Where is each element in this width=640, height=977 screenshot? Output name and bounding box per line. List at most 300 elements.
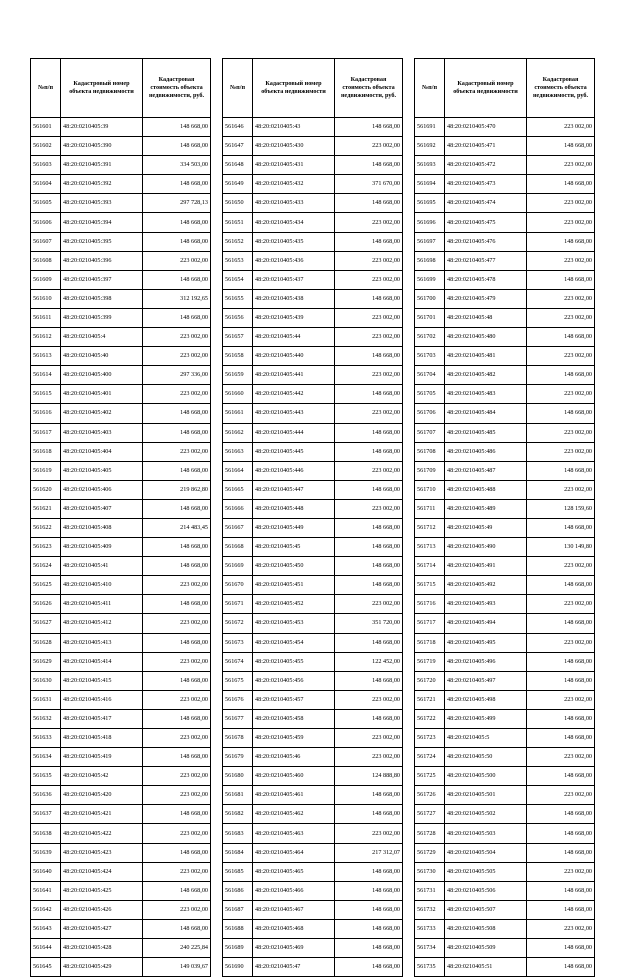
table-row [31,194,211,213]
row-number: 561608 [31,251,61,270]
header-cadastral-value: Кадастровая стоимость объекта недвижимости, руб. [143,59,211,118]
table-row [31,347,211,366]
cadastral-number: 48:20:0210405:468 [253,919,335,938]
cadastral-number: 48:20:0210405:495 [445,633,527,652]
cadastral-number: 48:20:0210405:405 [61,461,143,480]
row-number: 561655 [223,289,253,308]
cadastral-value: 148 668,00 [143,499,211,518]
cadastral-value: 148 668,00 [335,557,403,576]
table-row [223,175,403,194]
table-row [223,919,403,938]
cadastral-number: 48:20:0210405:481 [445,347,527,366]
cadastral-number: 48:20:0210405:421 [61,805,143,824]
table-row [31,919,211,938]
cadastral-value: 148 668,00 [143,709,211,728]
row-number: 561695 [415,194,445,213]
table-row [31,690,211,709]
table-row [415,786,595,805]
cadastral-number: 48:20:0210405:464 [253,843,335,862]
cadastral-value: 223 002,00 [527,213,595,232]
table-row [31,576,211,595]
row-number: 561692 [415,137,445,156]
cadastral-number: 48:20:0210405:394 [61,213,143,232]
cadastral-value: 148 668,00 [335,442,403,461]
row-number: 561629 [31,652,61,671]
cadastral-value: 148 668,00 [527,232,595,251]
cadastral-number: 48:20:0210405:491 [445,557,527,576]
cadastral-value: 148 668,00 [143,557,211,576]
cadastral-number: 48:20:0210405:497 [445,671,527,690]
table-row [31,595,211,614]
cadastral-number: 48:20:0210405:402 [61,404,143,423]
table-row [415,862,595,881]
cadastral-number: 48:20:0210405:470 [445,118,527,137]
cadastral-value: 223 002,00 [527,118,595,137]
table-row [31,461,211,480]
table-row [415,289,595,308]
table-row [415,576,595,595]
cadastral-value: 223 002,00 [527,557,595,576]
cadastral-value: 219 862,80 [143,480,211,499]
cadastral-number: 48:20:0210405:395 [61,232,143,251]
row-number: 561668 [223,538,253,557]
table-row [415,213,595,232]
cadastral-number: 48:20:0210405:390 [61,137,143,156]
row-number: 561675 [223,671,253,690]
cadastral-number: 48:20:0210405:401 [61,385,143,404]
cadastral-number: 48:20:0210405:404 [61,442,143,461]
table-row [415,595,595,614]
cadastral-value: 148 668,00 [143,137,211,156]
cadastral-value: 223 002,00 [335,748,403,767]
row-number: 561637 [31,805,61,824]
row-number: 561718 [415,633,445,652]
header-number: №п/п [223,59,253,118]
cadastral-number: 48:20:0210405:43 [253,118,335,137]
cadastral-value: 148 668,00 [143,671,211,690]
cadastral-value: 223 002,00 [527,194,595,213]
row-number: 561694 [415,175,445,194]
row-number: 561612 [31,328,61,347]
table-row [415,518,595,537]
table-row [223,557,403,576]
cadastral-value: 148 668,00 [527,270,595,289]
table-row [223,786,403,805]
cadastral-number: 48:20:0210405:403 [61,423,143,442]
table-row [31,958,211,977]
table-row [415,347,595,366]
row-number: 561621 [31,499,61,518]
row-number: 561631 [31,690,61,709]
row-number: 561731 [415,881,445,900]
cadastral-value: 148 668,00 [335,518,403,537]
cadastral-value: 148 668,00 [527,652,595,671]
cadastral-value: 148 668,00 [527,767,595,786]
row-number: 561708 [415,442,445,461]
row-number: 561620 [31,480,61,499]
table-row [223,137,403,156]
table-row [415,385,595,404]
cadastral-value: 223 002,00 [527,862,595,881]
header-cadastral-number: Кадастровый номер объекта недвижимости [253,59,335,118]
row-number: 561703 [415,347,445,366]
cadastral-value: 223 002,00 [143,385,211,404]
table-row [31,118,211,137]
table-row [415,538,595,557]
row-number: 561735 [415,958,445,977]
cadastral-number: 48:20:0210405:454 [253,633,335,652]
cadastral-number: 48:20:0210405:429 [61,958,143,977]
table-row [415,824,595,843]
row-number: 561680 [223,767,253,786]
cadastral-number: 48:20:0210405:505 [445,862,527,881]
cadastral-number: 48:20:0210405:457 [253,690,335,709]
cadastral-value: 148 668,00 [335,958,403,977]
row-number: 561676 [223,690,253,709]
cadastral-value: 223 002,00 [527,347,595,366]
table-row [223,118,403,137]
table-row [223,289,403,308]
header-number: №п/п [31,59,61,118]
row-number: 561613 [31,347,61,366]
table-row [223,385,403,404]
cadastral-value: 223 002,00 [527,786,595,805]
cadastral-value: 148 668,00 [527,900,595,919]
table-row [31,423,211,442]
table-row [415,767,595,786]
row-number: 561712 [415,518,445,537]
row-number: 561601 [31,118,61,137]
cadastral-number: 48:20:0210405:492 [445,576,527,595]
cadastral-value: 130 149,80 [527,538,595,557]
cadastral-number: 48:20:0210405:392 [61,175,143,194]
cadastral-value: 223 002,00 [335,251,403,270]
table-header-row [223,59,403,118]
table-row [223,958,403,977]
cadastral-value: 240 225,84 [143,939,211,958]
cadastral-number: 48:20:0210405:488 [445,480,527,499]
cadastral-number: 48:20:0210405:496 [445,652,527,671]
row-number: 561643 [31,919,61,938]
row-number: 561619 [31,461,61,480]
cadastral-number: 48:20:0210405:39 [61,118,143,137]
row-number: 561730 [415,862,445,881]
cadastral-number: 48:20:0210405:413 [61,633,143,652]
row-number: 561652 [223,232,253,251]
cadastral-number: 48:20:0210405:396 [61,251,143,270]
cadastral-number: 48:20:0210405:425 [61,881,143,900]
cadastral-value: 223 002,00 [335,366,403,385]
row-number: 561709 [415,461,445,480]
cadastral-number: 48:20:0210405:509 [445,939,527,958]
cadastral-value: 223 002,00 [527,423,595,442]
row-number: 561678 [223,729,253,748]
cadastral-number: 48:20:0210405:391 [61,156,143,175]
table-row [415,557,595,576]
row-number: 561603 [31,156,61,175]
cadastral-number: 48:20:0210405:436 [253,251,335,270]
row-number: 561667 [223,518,253,537]
table-row [415,194,595,213]
table-row [415,308,595,327]
cadastral-value: 148 668,00 [143,213,211,232]
cadastral-value: 148 668,00 [335,900,403,919]
cadastral-value: 148 668,00 [335,232,403,251]
cadastral-number: 48:20:0210405:469 [253,939,335,958]
cadastral-value: 148 668,00 [335,289,403,308]
table-row [415,843,595,862]
row-number: 561672 [223,614,253,633]
cadastral-value: 148 668,00 [143,538,211,557]
row-number: 561699 [415,270,445,289]
cadastral-value: 223 002,00 [143,251,211,270]
table-row [223,843,403,862]
table-row [223,729,403,748]
cadastral-number: 48:20:0210405:493 [445,595,527,614]
row-number: 561653 [223,251,253,270]
row-number: 561609 [31,270,61,289]
cadastral-value: 223 002,00 [527,919,595,938]
row-number: 561665 [223,480,253,499]
row-number: 561660 [223,385,253,404]
cadastral-value: 223 002,00 [527,480,595,499]
row-number: 561632 [31,709,61,728]
cadastral-number: 48:20:0210405:45 [253,538,335,557]
cadastral-number: 48:20:0210405:474 [445,194,527,213]
cadastral-value: 148 668,00 [335,480,403,499]
table-row [223,767,403,786]
table-row [223,900,403,919]
cadastral-value: 122 452,00 [335,652,403,671]
row-number: 561664 [223,461,253,480]
cadastral-value: 312 192,65 [143,289,211,308]
cadastral-value: 223 002,00 [143,442,211,461]
row-number: 561697 [415,232,445,251]
table-row [31,213,211,232]
cadastral-value: 223 002,00 [335,308,403,327]
row-number: 561716 [415,595,445,614]
cadastral-number: 48:20:0210405:397 [61,270,143,289]
cadastral-value: 223 002,00 [143,614,211,633]
row-number: 561677 [223,709,253,728]
cadastral-value: 223 002,00 [335,328,403,347]
header-number: №п/п [415,59,445,118]
table-row [31,786,211,805]
cadastral-number: 48:20:0210405:465 [253,862,335,881]
table-row [415,423,595,442]
table-row [223,538,403,557]
table-block-2 [222,58,403,977]
cadastral-number: 48:20:0210405:427 [61,919,143,938]
cadastral-value: 148 668,00 [335,939,403,958]
table-row [31,442,211,461]
cadastral-number: 48:20:0210405:433 [253,194,335,213]
cadastral-value: 148 668,00 [335,671,403,690]
cadastral-number: 48:20:0210405:471 [445,137,527,156]
cadastral-value: 148 668,00 [527,328,595,347]
table-row [223,518,403,537]
row-number: 561624 [31,557,61,576]
table-row [223,576,403,595]
cadastral-value: 223 002,00 [143,347,211,366]
cadastral-number: 48:20:0210405:499 [445,709,527,728]
cadastral-value: 223 002,00 [335,270,403,289]
table-row [223,939,403,958]
row-number: 561630 [31,671,61,690]
table-row [31,843,211,862]
cadastral-number: 48:20:0210405:502 [445,805,527,824]
cadastral-value: 223 002,00 [527,251,595,270]
table-header-row [31,59,211,118]
table-row [31,824,211,843]
row-number: 561715 [415,576,445,595]
cadastral-value: 148 668,00 [527,709,595,728]
table-block-3 [414,58,595,977]
cadastral-value: 223 002,00 [335,404,403,423]
cadastral-value: 371 670,00 [335,175,403,194]
table-row [415,118,595,137]
cadastral-number: 48:20:0210405:414 [61,652,143,671]
cadastral-value: 148 668,00 [335,862,403,881]
cadastral-value: 148 668,00 [143,232,211,251]
row-number: 561651 [223,213,253,232]
row-number: 561698 [415,251,445,270]
cadastral-value: 148 668,00 [143,423,211,442]
cadastral-value: 223 002,00 [335,213,403,232]
row-number: 561689 [223,939,253,958]
table-row [223,881,403,900]
table-row [31,939,211,958]
row-number: 561713 [415,538,445,557]
cadastral-value: 223 002,00 [527,748,595,767]
table-row [223,499,403,518]
cadastral-number: 48:20:0210405:479 [445,289,527,308]
table-row [223,308,403,327]
cadastral-value: 148 668,00 [527,518,595,537]
table-row [223,270,403,289]
table-row [31,328,211,347]
cadastral-number: 48:20:0210405:472 [445,156,527,175]
table-row [223,805,403,824]
table-row [31,557,211,576]
row-number: 561663 [223,442,253,461]
cadastral-value: 148 668,00 [335,786,403,805]
row-number: 561710 [415,480,445,499]
cadastral-value: 334 503,00 [143,156,211,175]
table-row [31,366,211,385]
cadastral-number: 48:20:0210405:407 [61,499,143,518]
table-row [415,270,595,289]
cadastral-value: 148 668,00 [143,805,211,824]
cadastral-number: 48:20:0210405:410 [61,576,143,595]
table-row [31,709,211,728]
cadastral-value: 148 668,00 [335,805,403,824]
cadastral-value: 148 668,00 [527,461,595,480]
table-row [415,156,595,175]
row-number: 561610 [31,289,61,308]
table-row [31,881,211,900]
table-row [415,175,595,194]
row-number: 561685 [223,862,253,881]
cadastral-value: 148 668,00 [335,709,403,728]
row-number: 561647 [223,137,253,156]
table-row [415,805,595,824]
row-number: 561719 [415,652,445,671]
table-row [223,480,403,499]
row-number: 561732 [415,900,445,919]
cadastral-value: 223 002,00 [527,156,595,175]
table-row [31,308,211,327]
row-number: 561659 [223,366,253,385]
table-row [415,652,595,671]
table-row [415,461,595,480]
cadastral-number: 48:20:0210405:482 [445,366,527,385]
header-cadastral-number: Кадастровый номер объекта недвижимости [445,59,527,118]
cadastral-number: 48:20:0210405:486 [445,442,527,461]
cadastral-table [414,58,595,977]
table-row [31,404,211,423]
cadastral-number: 48:20:0210405:480 [445,328,527,347]
row-number: 561687 [223,900,253,919]
cadastral-value: 148 668,00 [143,461,211,480]
cadastral-value: 297 336,00 [143,366,211,385]
row-number: 561641 [31,881,61,900]
cadastral-number: 48:20:0210405:42 [61,767,143,786]
table-row [31,156,211,175]
cadastral-value: 148 668,00 [527,729,595,748]
cadastral-value: 223 002,00 [143,328,211,347]
row-number: 561701 [415,308,445,327]
cadastral-number: 48:20:0210405:400 [61,366,143,385]
row-number: 561722 [415,709,445,728]
table-row [31,538,211,557]
row-number: 561714 [415,557,445,576]
cadastral-value: 148 668,00 [143,748,211,767]
cadastral-number: 48:20:0210405:430 [253,137,335,156]
cadastral-value: 148 668,00 [527,824,595,843]
cadastral-number: 48:20:0210405:426 [61,900,143,919]
cadastral-number: 48:20:0210405:448 [253,499,335,518]
header-cadastral-number: Кадастровый номер объекта недвижимости [61,59,143,118]
cadastral-value: 148 668,00 [335,347,403,366]
cadastral-value: 148 668,00 [143,919,211,938]
cadastral-number: 48:20:0210405:50 [445,748,527,767]
table-row [415,729,595,748]
row-number: 561662 [223,423,253,442]
row-number: 561614 [31,366,61,385]
table-row [31,862,211,881]
row-number: 561691 [415,118,445,137]
row-number: 561720 [415,671,445,690]
cadastral-value: 148 668,00 [143,118,211,137]
cadastral-value: 297 728,13 [143,194,211,213]
row-number: 561700 [415,289,445,308]
cadastral-number: 48:20:0210405:504 [445,843,527,862]
cadastral-value: 223 002,00 [143,652,211,671]
cadastral-number: 48:20:0210405:455 [253,652,335,671]
row-number: 561626 [31,595,61,614]
row-number: 561711 [415,499,445,518]
cadastral-number: 48:20:0210405:446 [253,461,335,480]
cadastral-number: 48:20:0210405:46 [253,748,335,767]
cadastral-value: 223 002,00 [335,690,403,709]
header-cadastral-value: Кадастровая стоимость объекта недвижимости, руб. [527,59,595,118]
row-number: 561611 [31,308,61,327]
table-row [415,881,595,900]
row-number: 561686 [223,881,253,900]
cadastral-number: 48:20:0210405:406 [61,480,143,499]
table-row [415,137,595,156]
